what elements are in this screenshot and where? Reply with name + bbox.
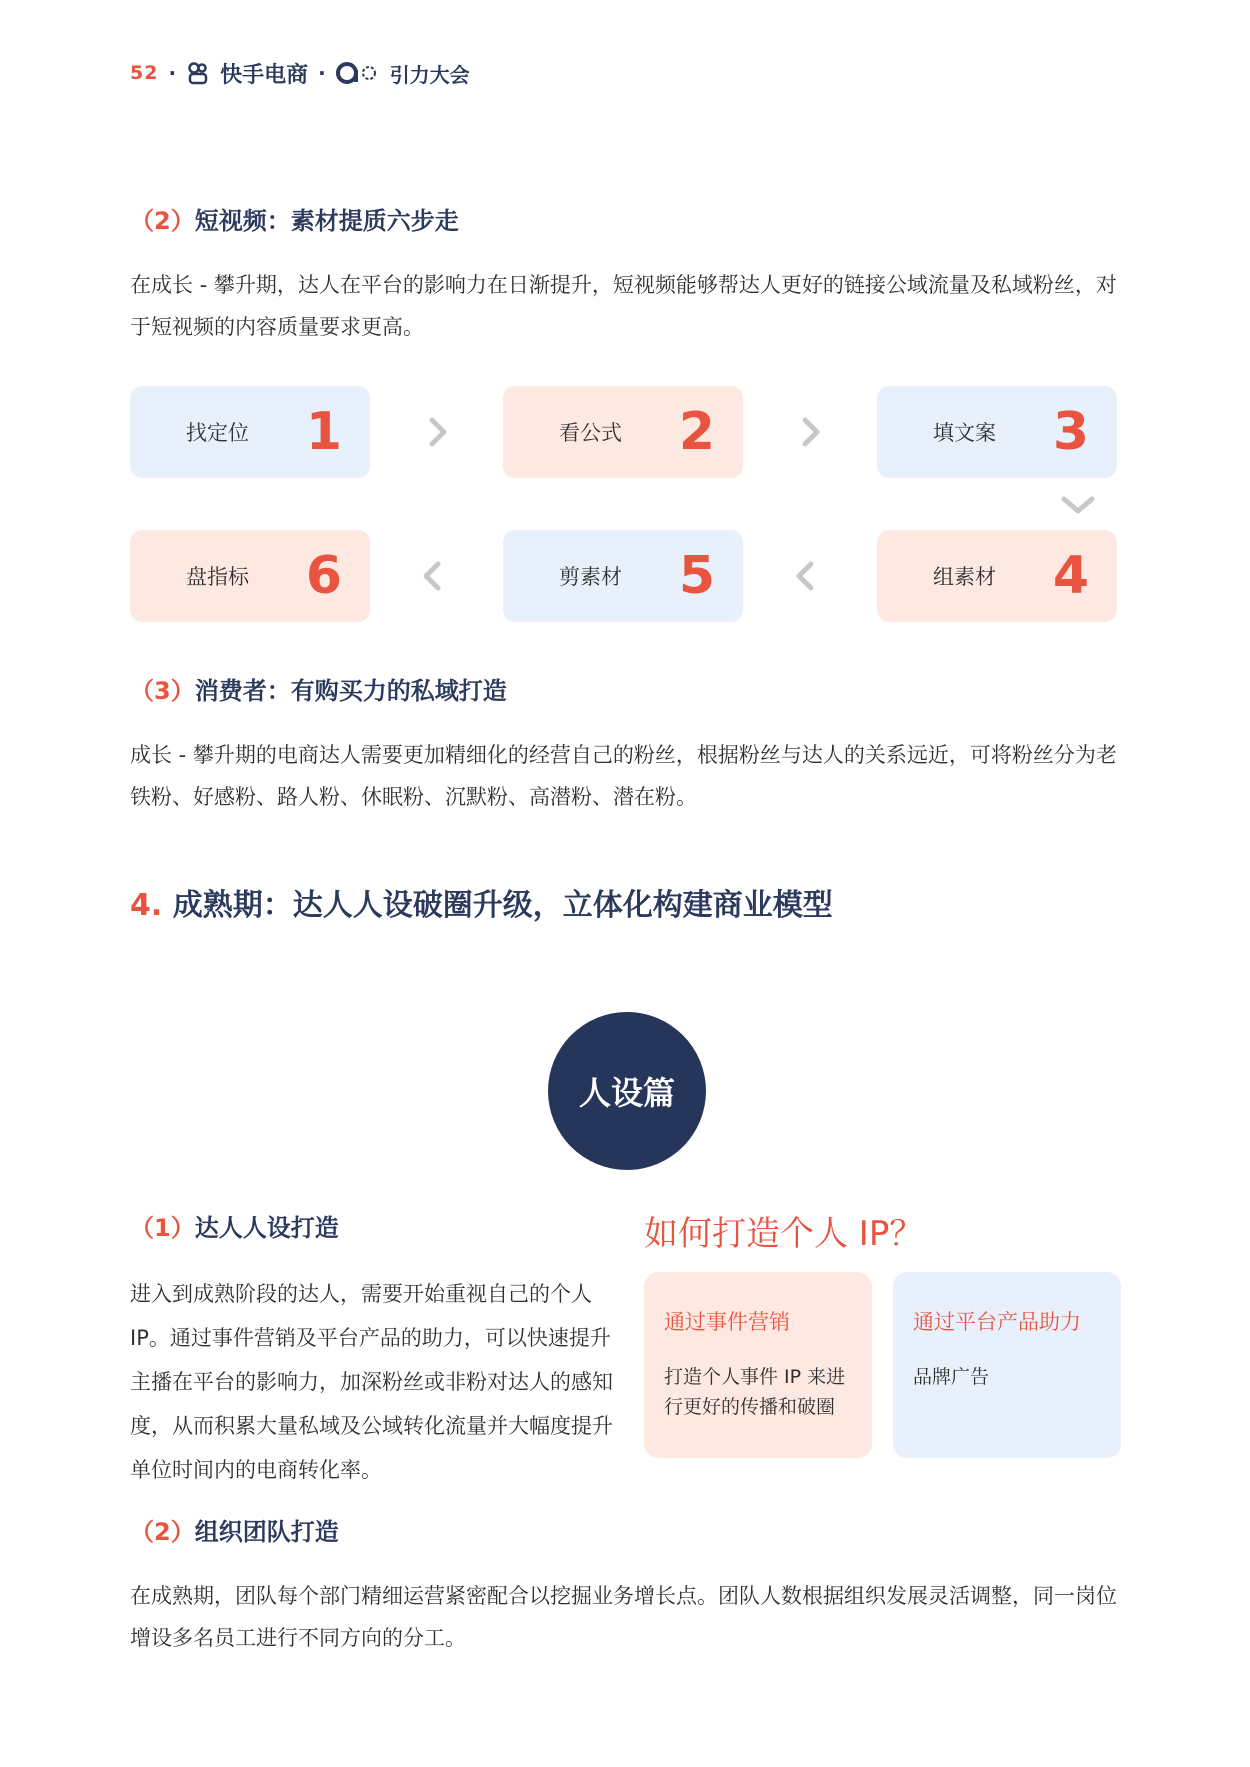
heading-text: 组织团队打造	[194, 1518, 339, 1546]
ip-box-title: 通过平台产品助力	[913, 1310, 1081, 1334]
ip-panel-title: 如何打造个人 IP？	[644, 1214, 924, 1254]
ip-box-event-marketing	[644, 1272, 872, 1458]
step-number: 4	[1052, 546, 1089, 606]
step-label: 看公式	[559, 421, 622, 445]
short-video-paragraph: 在成长 - 攀升期，达人在平台的影响力在日渐提升，短视频能够帮达人更好的链接公域流量及私域粉丝，对于短视频的内容质量要求更高。	[130, 273, 1117, 339]
ip-box-body: 打造个人事件 IP 来进行更好的传播和破圈	[664, 1366, 846, 1418]
event-name: 引力大会	[389, 62, 470, 87]
team-paragraph: 在成熟期，团队每个部门精细运营紧密配合以挖掘业务增长点。团队人数根据组织发展灵活调整，同一岗位增设多名员工进行不同方向的分工。	[130, 1584, 1117, 1650]
section-heading-consumers	[130, 671, 507, 706]
heading-number: （3）	[130, 677, 195, 705]
chevron-left-icon	[412, 556, 452, 596]
step-number: 5	[678, 546, 715, 606]
ip-box-body: 品牌广告	[913, 1366, 990, 1388]
persona-circle-badge: 人设篇	[548, 1012, 706, 1170]
heading-text: 短视频：素材提质六步走	[194, 207, 459, 235]
chevron-right-icon	[418, 412, 458, 452]
kuaishou-logo-icon	[186, 61, 210, 85]
heading-number: （2）	[130, 207, 195, 235]
section-heading-short-video	[130, 201, 459, 236]
page-number: 52	[130, 62, 159, 84]
separator: ·	[168, 61, 177, 85]
consumers-paragraph: 成长 - 攀升期的电商达人需要更加精细化的经营自己的粉丝，根据粉丝与达人的关系远近，可将粉丝分为老铁粉、好感粉、路人粉、休眠粉、沉默粉、高潜粉、潜在粉。	[130, 743, 1117, 809]
step-card-3	[877, 386, 1117, 478]
event-logo-icon	[336, 60, 380, 86]
step-card-4	[877, 530, 1117, 622]
persona-paragraph: 进入到成熟阶段的达人，需要开始重视自己的个人 IP。通过事件营销及平台产品的助力，可以快速提升主播在平台的影响力，加深粉丝或非粉对达人的感知度，从而积累大量私域及公域转化流量并大幅度提升单位时间内的电商转化率。	[130, 1282, 613, 1482]
chevron-left-icon	[785, 556, 825, 596]
heading-number: （1）	[130, 1214, 195, 1242]
section-heading-persona	[130, 1208, 339, 1243]
section-title-text: 成熟期：达人人设破圈升级，立体化构建商业模型	[172, 888, 833, 923]
separator: ·	[318, 61, 326, 85]
step-card-6	[130, 530, 370, 622]
heading-text: 消费者：有购买力的私域打造	[194, 677, 507, 705]
step-number: 1	[305, 402, 342, 462]
step-label: 填文案	[933, 421, 996, 445]
brand-name: 快手电商	[220, 62, 309, 88]
ip-box-platform-products	[893, 1272, 1121, 1458]
chevron-right-icon	[791, 412, 831, 452]
heading-text: 达人人设打造	[194, 1214, 339, 1242]
step-card-5	[503, 530, 743, 622]
step-card-2	[503, 386, 743, 478]
chevron-down-icon	[1058, 485, 1098, 525]
step-label: 盘指标	[186, 565, 249, 589]
section-heading-team	[130, 1512, 339, 1547]
step-label: 剪素材	[559, 565, 622, 589]
heading-number: （2）	[130, 1518, 195, 1546]
step-label: 组素材	[933, 565, 996, 589]
step-number: 3	[1052, 402, 1089, 462]
step-number: 6	[305, 546, 342, 606]
section-title-maturity	[130, 880, 833, 924]
section-number: 4.	[130, 888, 163, 923]
step-label: 找定位	[186, 421, 249, 445]
step-number: 2	[678, 402, 715, 462]
ip-box-title: 通过事件营销	[664, 1310, 790, 1334]
page-header	[130, 58, 470, 88]
step-card-1	[130, 386, 370, 478]
